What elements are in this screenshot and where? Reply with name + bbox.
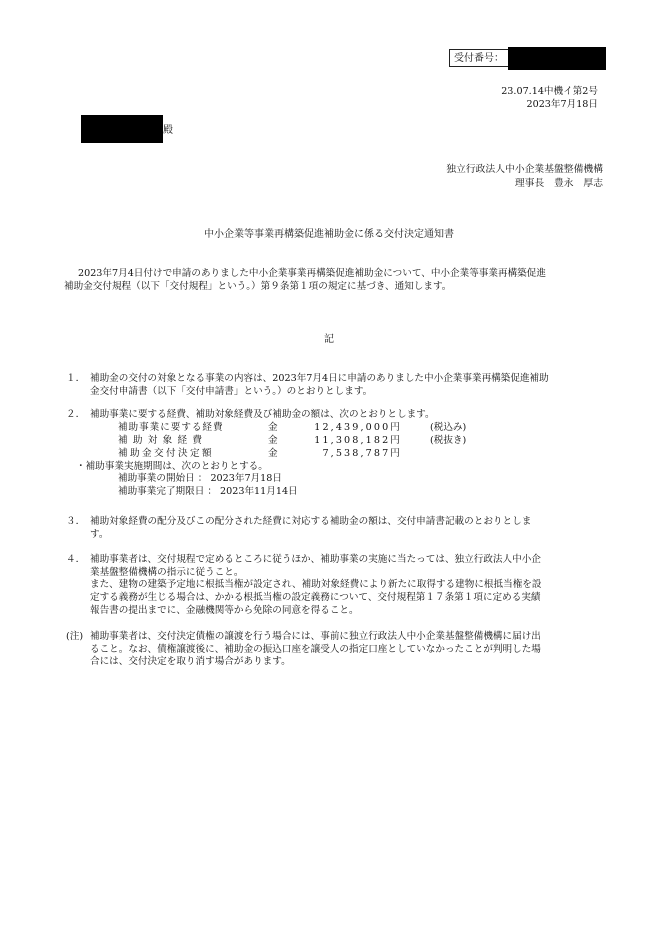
receipt-label: 受付番号： bbox=[454, 53, 504, 64]
redacted-receipt-number bbox=[508, 47, 606, 70]
cost-label: 補助事業に要する経費 bbox=[118, 421, 224, 433]
item-4-line-3: また、建物の建築予定地に根抵当権が設定され、補助対象経費により新たに取得する建物に根抵当権を設 bbox=[90, 579, 542, 591]
cost-kin: 金 bbox=[268, 421, 278, 433]
item-2 bbox=[66, 409, 606, 499]
cost-amount: 12,439,000円 bbox=[314, 421, 402, 433]
cost-tax-note: (税抜き) bbox=[430, 434, 467, 446]
item-3-number: ３． bbox=[66, 516, 86, 527]
note-marker: (注) bbox=[66, 631, 84, 642]
note-section bbox=[66, 631, 606, 669]
item-4-line-4: 定する義務が生じる場合は、かかる根抵当権の設定義務について、交付規程第１７条第１項に定める実績 bbox=[90, 591, 541, 603]
item-3-line-1: 補助対象経費の配分及びこの配分された経費に対応する補助金の額は、交付申請書記載のとおりとしま bbox=[90, 516, 532, 527]
note-line-3: 合には、交付決定を取り消す場合があります。 bbox=[90, 656, 291, 668]
reference-number: 23.07.14中機イ第2号 bbox=[501, 86, 598, 97]
cost-row-grant bbox=[90, 448, 606, 461]
cost-tax-note: (税込み) bbox=[430, 421, 467, 433]
cost-kin: 金 bbox=[268, 434, 278, 446]
item-4 bbox=[66, 554, 606, 617]
issue-date: 2023年7月18日 bbox=[526, 99, 598, 110]
item-2-line-1: 補助事業に要する経費、補助対象経費及び補助金の額は、次のとおりとします。 bbox=[90, 409, 435, 420]
cost-label: 補助金交付決定額 bbox=[118, 447, 214, 459]
item-3 bbox=[66, 516, 606, 541]
cost-kin: 金 bbox=[268, 447, 278, 459]
item-4-line-2: 業基盤整備機構の指示に従うこと。 bbox=[90, 566, 244, 578]
issuer-person: 理事長 豊永 厚志 bbox=[514, 178, 603, 189]
cost-row-total bbox=[90, 422, 606, 435]
item-3-line-2: す。 bbox=[90, 528, 109, 540]
cost-row-eligible bbox=[90, 435, 606, 448]
document-title: 中小企業等事業再構築促進補助金に係る交付決定通知書 bbox=[204, 229, 454, 240]
period-end: 補助事業完了期限日 ： 2023年11月14日 bbox=[118, 486, 298, 498]
cost-label: 補助対象経費 bbox=[118, 434, 208, 446]
issuer-organization: 独立行政法人中小企業基盤整備機構 bbox=[446, 164, 603, 175]
intro-paragraph bbox=[64, 268, 608, 293]
note-line-2: ること。なお、債権譲渡後に、補助金の振込口座を譲受人の指定口座としていなかったことが判明した場 bbox=[90, 643, 541, 655]
item-1-number: １． bbox=[66, 373, 86, 384]
redacted-addressee bbox=[81, 115, 163, 143]
period-intro: ・補助事業実施期間は、次のとおりとする。 bbox=[76, 460, 268, 472]
item-1 bbox=[66, 373, 606, 398]
cost-amount: 7,538,787円 bbox=[322, 447, 402, 459]
cost-amount: 11,308,182円 bbox=[314, 434, 402, 446]
intro-line-1: 2023年7月4日付けで申請のありました中小企業事業再構築促進補助金について、中小企業等事業再構築促進 bbox=[78, 268, 546, 279]
item-2-number: ２． bbox=[66, 409, 86, 420]
period-start: 補助事業の開始日 ： 2023年7月18日 bbox=[118, 473, 282, 485]
item-4-line-1: 補助事業者は、交付規程で定めるところに従うほか、補助事業の実施に当たっては、独立行政法人中小企 bbox=[90, 554, 541, 565]
addressee-honorific: 殿 bbox=[163, 125, 173, 136]
item-4-number: ４． bbox=[66, 554, 86, 565]
item-1-line-1: 補助金の交付の対象となる事業の内容は、2023年7月4日に申請のありました中小企業事業再構築促進補助 bbox=[90, 373, 549, 384]
intro-line-2: 補助金交付規程（以下「交付規程」という。）第９条第１項の規定に基づき、通知します。 bbox=[64, 280, 452, 292]
ki-marker: 記 bbox=[324, 334, 334, 345]
item-4-line-5: 報告書の提出までに、金融機関等から免除の同意を得ること。 bbox=[90, 604, 359, 616]
note-line-1: 補助事業者は、交付決定債権の譲渡を行う場合には、事前に独立行政法人中小企業基盤整備機構に届け出 bbox=[90, 631, 541, 642]
item-1-line-2: 金交付申請書（以下「交付申請書」という。）のとおりとします。 bbox=[90, 385, 373, 397]
